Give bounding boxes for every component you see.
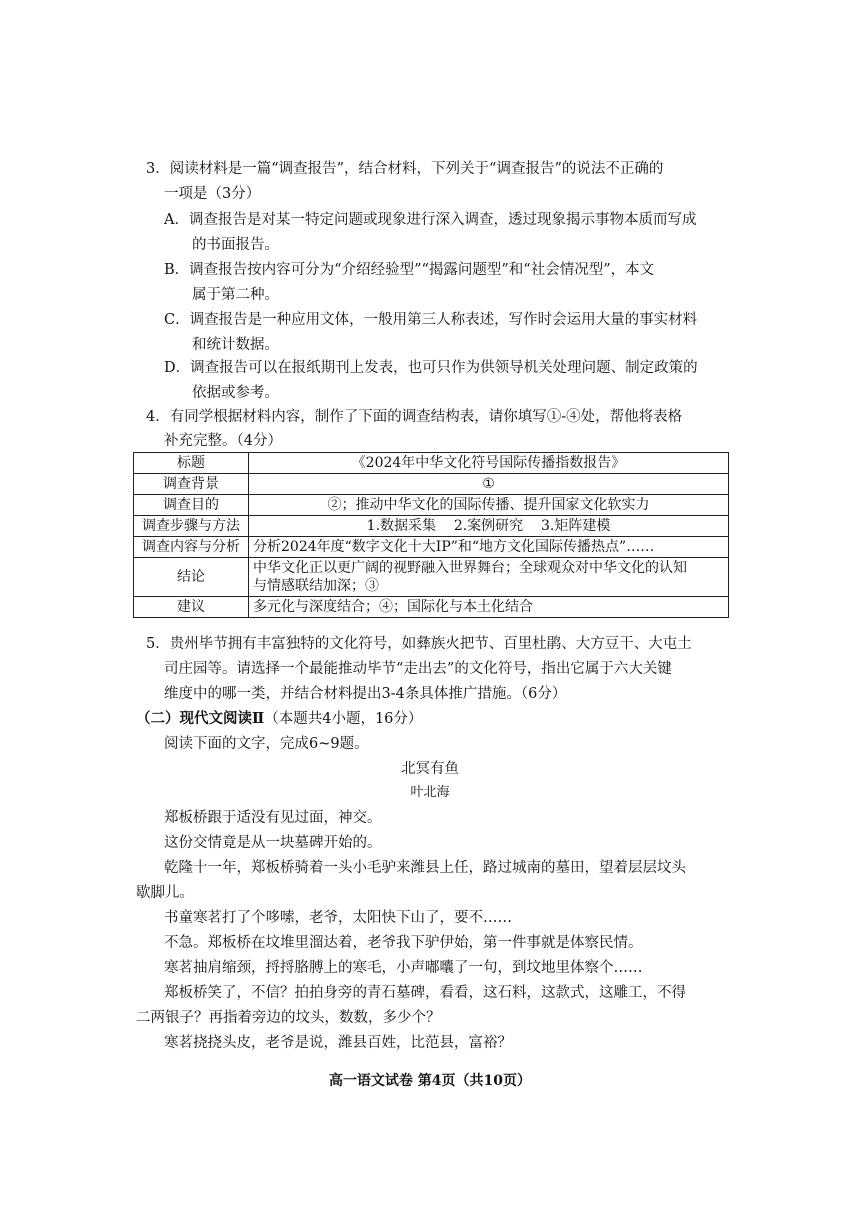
story-title: 北冥有鱼 [401, 761, 459, 777]
table-row [134, 597, 729, 618]
table-cell-label: 调查背景 [134, 474, 249, 495]
q3-option-b-line1: B．调查报告按内容可分为“介绍经验型”“揭露问题型”和“社会情况型”，本文 [164, 262, 655, 278]
story-paragraph: 郑板桥笑了，不信？拍拍身旁的青石墓碑，看看，这石料，这款式，这雕工，不得 [164, 985, 686, 1001]
q4-stem-line2: 补充完整。（4分） [164, 433, 282, 449]
story-author: 叶北海 [410, 785, 450, 800]
table-cell-value-line1: 中华文化正以更广阔的视野融入世界舞台；全球观众对中华文化的认知 [253, 560, 687, 576]
table-cell-value-line2: 与情感联结加深；③ [253, 578, 379, 594]
table-cell-label: 标题 [134, 453, 249, 474]
section-heading [136, 709, 422, 729]
story-paragraph: 乾隆十一年，郑板桥骑着一头小毛驴来潍县上任，路过城南的墓田，望着层层坟头 [164, 860, 686, 876]
table-cell-value: 《2024年中华文化符号国际传播指数报告》 [249, 453, 729, 474]
story-paragraph: 郑板桥跟于适没有见过面，神交。 [164, 810, 382, 826]
table-row [134, 474, 729, 495]
q3-option-c-line1: C．调查报告是一种应用文体，一般用第三人称表述，写作时会运用大量的事实材料 [164, 312, 698, 328]
story-paragraph: 这份交情竟是从一块墓碑开始的。 [164, 835, 382, 851]
table-cell-value: ① [249, 474, 729, 495]
table-cell-label: 调查内容与分析 [134, 537, 249, 558]
q5-line2: 司庄园等。请选择一个最能推动毕节“走出去”的文化符号，指出它属于六大关键 [164, 661, 672, 677]
story-paragraph: 寒茗抽肩缩颈，捋捋胳膊上的寒毛，小声嘟囔了一句，到坟地里体察个…… [164, 960, 643, 976]
table-row [134, 453, 729, 474]
table-cell-value [249, 558, 729, 597]
q3-option-d-line1: D．调查报告可以在报纸期刊上发表，也可只作为供领导机关处理问题、制定政策的 [164, 360, 698, 376]
q3-option-a-line1: A．调查报告是对某一特定问题或现象进行深入调查，透过现象揭示事物本质而写成 [164, 212, 697, 228]
q3-option-a-line2: 的书面报告。 [192, 237, 279, 253]
story-paragraph: 书童寒茗打了个哆嗦，老爷，太阳快下山了，要不…… [164, 910, 512, 926]
table-row [134, 537, 729, 558]
q3-option-b-line2: 属于第二种。 [192, 287, 279, 303]
table-row [134, 495, 729, 516]
table-cell-value: 1.数据采集 2.案例研究 3.矩阵建模 [249, 516, 729, 537]
section-instruction: 阅读下面的文字，完成6~9题。 [164, 736, 369, 752]
table-cell-label: 调查目的 [134, 495, 249, 516]
survey-structure-table [133, 452, 729, 618]
table-row [134, 558, 729, 597]
q4-stem-line1: 4．有同学根据材料内容，制作了下面的调查结构表，请你填写①-④处，帮他将表格 [146, 409, 683, 425]
q5-line3: 维度中的哪一类，并结合材料提出3-4条具体推广措施。（6分） [164, 686, 567, 702]
table-cell-label: 建议 [134, 597, 249, 618]
story-paragraph: 寒茗挠挠头皮，老爷是说，潍县百姓，比范县，富裕？ [164, 1035, 512, 1051]
story-paragraph-cont: 歇脚儿。 [136, 885, 194, 901]
section-heading-title: （二）现代文阅读Ⅱ [136, 710, 265, 727]
q3-stem-line2: 一项是（3分） [164, 186, 261, 202]
table-cell-value: 分析2024年度“数字文化十大IP”和“地方文化国际传播热点”…… [249, 537, 729, 558]
page-footer: 高一语文试卷 第4页（共10页） [328, 1073, 532, 1089]
q3-option-d-line2: 依据或参考。 [192, 385, 279, 401]
table-row [134, 516, 729, 537]
table-cell-label: 调查步骤与方法 [134, 516, 249, 537]
table-cell-label: 结论 [134, 558, 249, 597]
q3-option-c-line2: 和统计数据。 [192, 337, 279, 353]
story-paragraph-cont: 二两银子？再指着旁边的坟头，数数，多少个？ [136, 1010, 441, 1026]
section-heading-note: （本题共4小题，16分） [264, 711, 423, 727]
q3-stem-line1: 3．阅读材料是一篇“调查报告”，结合材料，下列关于“调查报告”的说法不正确的 [146, 161, 664, 177]
table-cell-value: ②；推动中华文化的国际传播、提升国家文化软实力 [249, 495, 729, 516]
story-paragraph: 不急。郑板桥在坟堆里溜达着，老爷我下驴伊始，第一件事就是体察民情。 [164, 935, 643, 951]
table-cell-value: 多元化与深度结合；④；国际化与本土化结合 [249, 597, 729, 618]
q5-line1: 5．贵州毕节拥有丰富独特的文化符号，如彝族火把节、百里杜鹃、大方豆干、大屯土 [146, 636, 692, 652]
